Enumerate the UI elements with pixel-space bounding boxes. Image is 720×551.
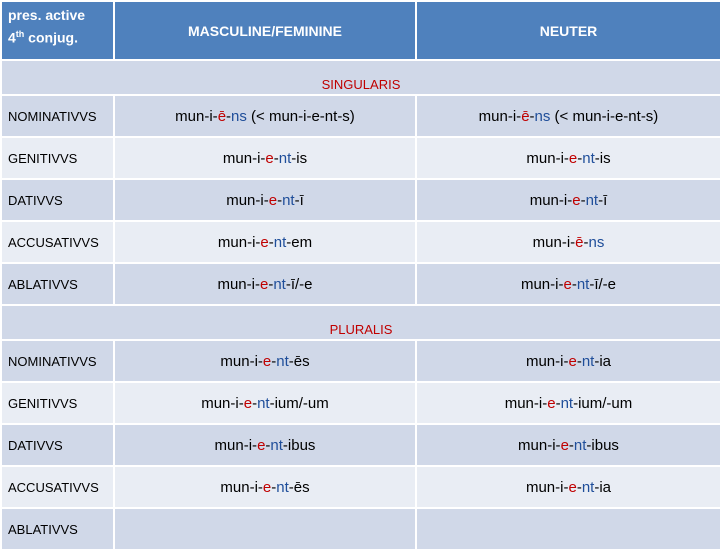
form-part: mun-i- [175,107,218,125]
participle-stem: nt [282,191,295,209]
form-masc-fem [114,382,416,424]
participle-stem: nt [257,394,270,412]
form-part: -ia [594,352,612,370]
form-part: -ibus [586,436,619,454]
case-label: NOMINATIVVS [1,95,114,137]
form-neuter [416,95,720,137]
table-row [1,508,720,550]
participle-stem: nt [560,394,574,412]
theme-vowel: e [259,275,269,293]
theme-vowel: e [572,191,581,209]
table-row [1,382,720,424]
form-masc-fem [114,340,416,382]
form-masc-fem [114,95,416,137]
theme-vowel: e [260,233,269,251]
form-part: -ium/-um [573,394,633,412]
case-label: DATIVVS [1,179,114,221]
form-masc-fem [114,263,416,305]
form-part: (< mun-i-e-nt-s) [246,107,355,125]
form-part: -ium/-um [269,394,329,412]
form-part: -ī [598,191,608,209]
form-part: - [576,352,582,370]
case-label: ACCUSATIVVS [1,221,114,263]
participle-stem: ns [231,107,247,125]
form-part: - [571,275,577,293]
theme-vowel: e [560,436,569,454]
form-part: mun-i- [222,149,266,167]
column-header-neuter: NEUTER [416,1,720,60]
form-part: - [277,191,283,209]
form-part: - [226,107,232,125]
form-part: - [268,233,274,251]
form-part: mun-i- [217,275,260,293]
theme-vowel: e [568,352,577,370]
form-neuter [416,508,720,550]
section-label-singular: SINGULARIS [1,60,720,95]
form-part: -ibus [282,436,316,454]
case-label: DATIVVS [1,424,114,466]
participle-stem: nt [273,275,286,293]
theme-vowel: e [547,394,556,412]
form-masc-fem [114,424,416,466]
theme-vowel: e [563,275,572,293]
participle-stem: ns [588,233,605,251]
theme-vowel: ē [575,233,584,251]
form-part: mun-i- [478,107,522,125]
section-label-plural: PLURALIS [1,305,720,340]
section-row-singular [1,60,720,95]
title-conjugation: conjug. [24,29,78,46]
form-part: mun-i- [220,352,263,370]
form-part: mun-i- [504,394,548,412]
form-neuter [416,137,720,179]
form-part: - [265,436,271,454]
form-part: - [568,436,574,454]
form-part: -is [594,149,611,167]
form-part: mun-i- [529,191,573,209]
participle-stem: nt [576,275,590,293]
participle-stem: nt [273,233,287,251]
theme-vowel: e [262,478,272,496]
form-part: - [271,478,277,496]
form-part: mun-i- [525,352,569,370]
form-part: -is [291,149,308,167]
form-part: mun-i- [220,478,263,496]
table-row [1,424,720,466]
participle-stem: nt [581,352,595,370]
form-neuter [416,382,720,424]
title-number: 4 [8,29,16,46]
form-part: -ī/-e [285,275,313,293]
form-part: - [580,191,586,209]
form-masc-fem [114,508,416,550]
participle-stem: nt [278,149,292,167]
title-line-1: pres. active [8,7,86,23]
participle-stem: nt [270,436,283,454]
form-part: -ēs [288,352,310,370]
participle-stem: nt [573,436,587,454]
form-part: mun-i- [526,149,569,167]
form-part: - [529,107,535,125]
form-neuter [416,221,720,263]
case-label: ABLATIVVS [1,263,114,305]
table-row [1,179,720,221]
table-row [1,466,720,508]
form-part: -ī [294,191,304,209]
theme-vowel: e [568,478,577,496]
form-neuter [416,466,720,508]
title-ordinal-suffix: th [15,29,25,39]
participle-stem: nt [581,478,595,496]
form-part: - [576,478,582,496]
form-part: mun-i- [518,436,561,454]
form-neuter [416,340,720,382]
case-label: GENITIVVS [1,137,114,179]
form-part: - [252,394,258,412]
table-row [1,263,720,305]
theme-vowel: e [265,149,274,167]
form-part: mun-i- [520,275,564,293]
case-label: ABLATIVVS [1,508,114,550]
form-part: - [273,149,279,167]
form-neuter [416,424,720,466]
table-row [1,221,720,263]
form-part: mun-i- [532,233,576,251]
form-part: - [577,149,583,167]
header-row [1,1,720,60]
participle-stem: nt [276,478,289,496]
case-label: GENITIVVS [1,382,114,424]
form-neuter [416,263,720,305]
form-part: -em [286,233,313,251]
plural-rows [1,340,720,550]
case-label: NOMINATIVVS [1,340,114,382]
theme-vowel: ē [521,107,530,125]
table-title [1,1,114,60]
singular-rows [1,95,720,305]
form-masc-fem [114,179,416,221]
form-neuter [416,179,720,221]
participle-stem: nt [585,191,599,209]
section-row-plural [1,305,720,340]
participle-stem: nt [582,149,595,167]
form-masc-fem [114,221,416,263]
table-row [1,137,720,179]
theme-vowel: e [243,394,253,412]
form-part: (< mun-i-e-nt-s) [550,107,659,125]
participle-stem: ns [534,107,551,125]
theme-vowel: e [568,149,578,167]
table-row [1,95,720,137]
form-part: -ia [594,478,612,496]
table-row [1,340,720,382]
form-part: mun-i- [214,436,258,454]
form-part: mun-i- [226,191,269,209]
theme-vowel: e [262,352,272,370]
form-part: -ī/-e [589,275,617,293]
form-part: - [583,233,589,251]
form-masc-fem [114,137,416,179]
form-part: -ēs [288,478,310,496]
form-part: mun-i- [525,478,569,496]
participle-stem: nt [276,352,289,370]
form-masc-fem [114,466,416,508]
form-part: - [271,352,277,370]
form-part: - [268,275,274,293]
form-part: mun-i- [217,233,261,251]
theme-vowel: e [257,436,266,454]
column-header-masc-fem: MASCULINE/FEMININE [114,1,416,60]
case-label: ACCUSATIVVS [1,466,114,508]
theme-vowel: e [268,191,278,209]
theme-vowel: ē [217,107,227,125]
form-part: mun-i- [201,394,244,412]
form-part: - [555,394,561,412]
